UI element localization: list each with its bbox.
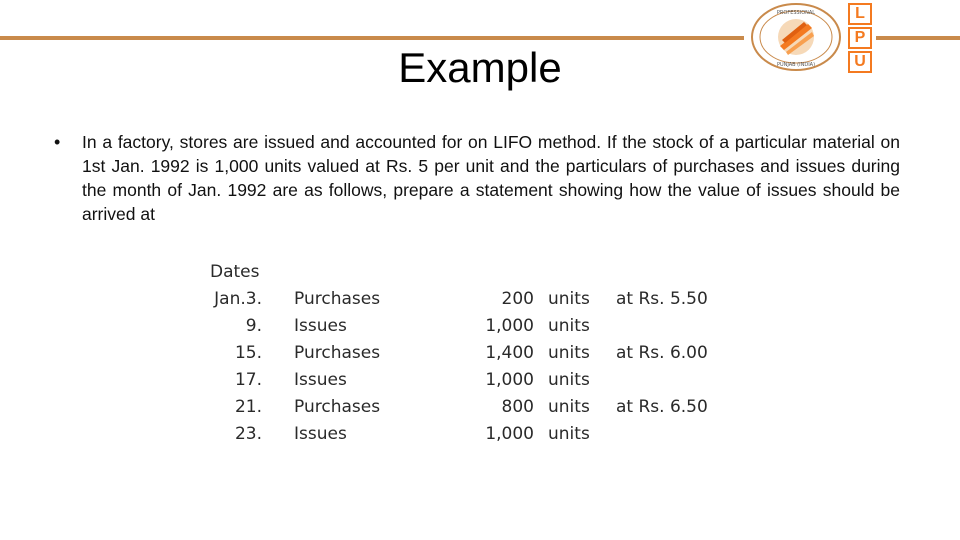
row-type: Issues [294,370,347,390]
row-qty: 1,000 [485,316,534,336]
svg-text:PUNJAB (INDIA): PUNJAB (INDIA) [776,62,816,68]
table-row [206,343,736,370]
row-type: Issues [294,424,347,444]
row-type: Issues [294,316,347,336]
row-unit: units [548,397,590,417]
table-row [206,424,736,451]
table-row [206,316,736,343]
table-row [206,397,736,424]
row-rate: at Rs. 5.50 [616,289,708,309]
slide-title: Example [398,44,562,91]
bullet-icon: • [54,132,61,152]
table-row [206,289,736,316]
row-type: Purchases [294,289,381,309]
row-type: Purchases [294,397,381,417]
row-qty: 200 [501,289,534,309]
row-date: Jan.3. [214,289,262,309]
row-qty: 1,000 [485,370,534,390]
row-unit: units [548,289,590,309]
row-type: Purchases [294,343,381,363]
row-unit: units [548,424,590,444]
row-unit: units [548,370,590,390]
row-qty: 1,000 [485,424,534,444]
lpu-logo [848,3,872,75]
row-date: 17. [234,370,262,390]
lpu-letter-p: P [848,27,872,49]
university-seal-logo [750,2,842,72]
row-unit: units [548,316,590,336]
row-date: 21. [234,397,262,417]
table-row [206,370,736,397]
row-rate: at Rs. 6.00 [616,343,708,363]
header-rule-left [0,36,744,40]
row-date: 9. [245,316,262,336]
svg-text:PROFESSIONAL: PROFESSIONAL [776,10,816,16]
lpu-letter-l: L [848,3,872,25]
row-date: 23. [234,424,262,444]
table-header-dates: Dates [210,262,260,282]
row-qty: 1,400 [485,343,534,363]
row-date: 15. [234,343,262,363]
bullet-text: In a factory, stores are issued and accounted for on LIFO method. If the stock of a particular material on 1st Jan. 1992 is 1,000 units valued at Rs. 5 per unit and the particulars of purchases and issues during the month of Jan. 1992 are as follows, prepare a statement showing how the value of issues should be arrived at [82,132,900,224]
bullet-point [54,130,900,226]
lpu-letter-u: U [848,51,872,73]
row-unit: units [548,343,590,363]
row-qty: 800 [501,397,534,417]
row-rate: at Rs. 6.50 [616,397,708,417]
header-rule-right [876,36,960,40]
